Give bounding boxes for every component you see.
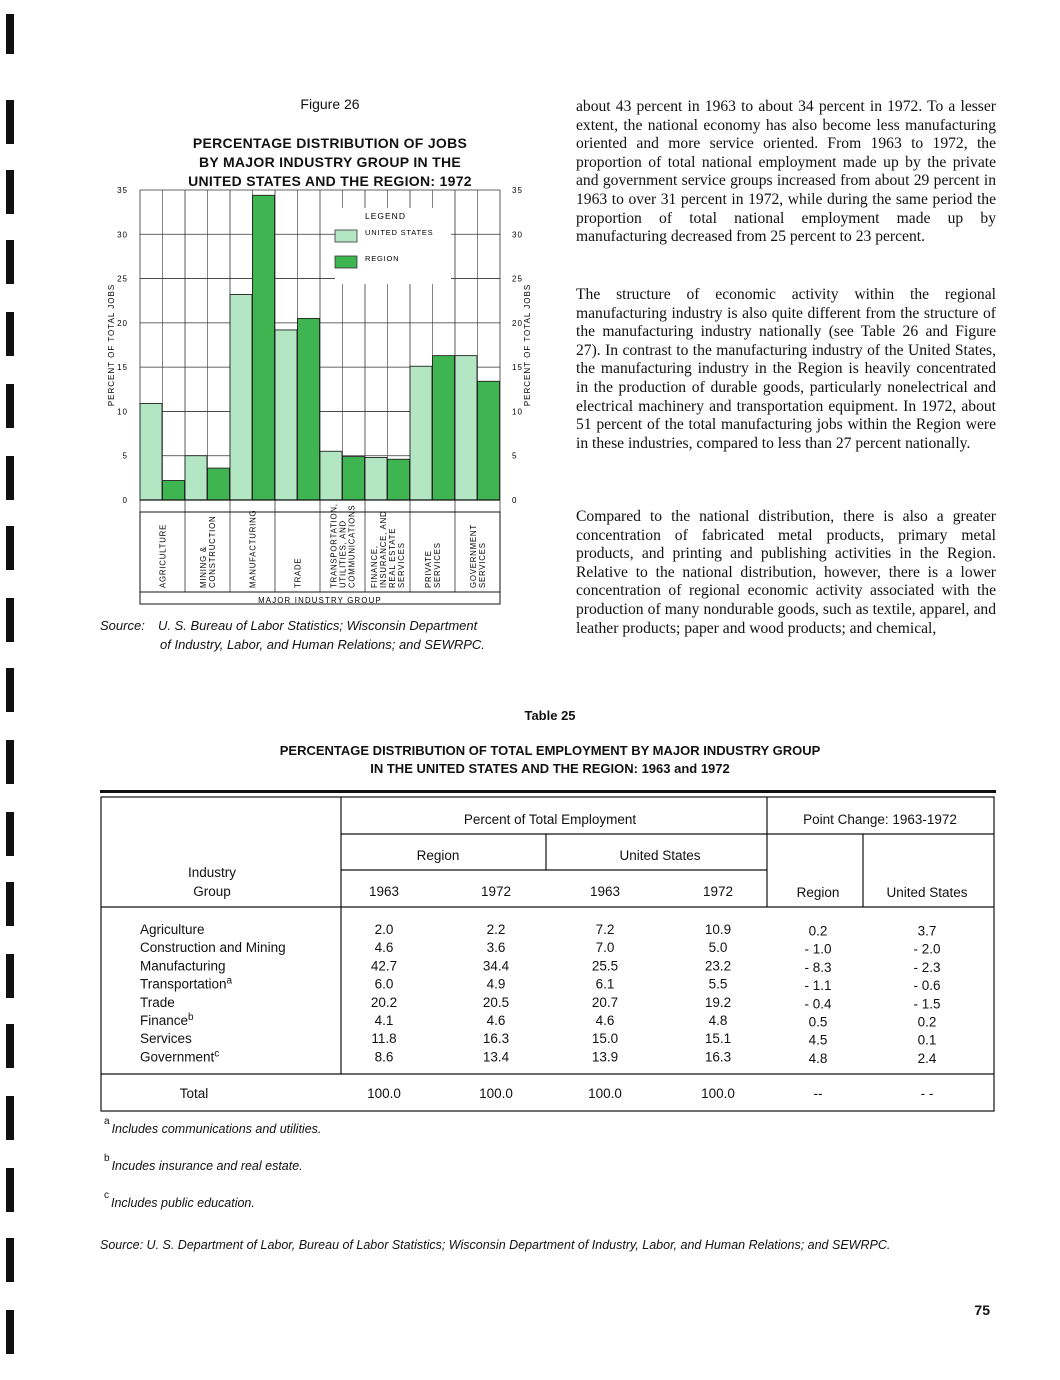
header-point-change: Point Change: 1963-1972 <box>803 812 957 827</box>
figure-title-line: UNITED STATES AND THE REGION: 1972 <box>188 173 472 189</box>
table-cell: 20.5 <box>482 994 510 1010</box>
binder-mark <box>6 100 14 144</box>
binder-mark <box>6 1096 14 1140</box>
table-cell: 5.0 <box>708 940 728 956</box>
category-label: PRIVATE <box>424 550 433 588</box>
table-cell: - 1.0 <box>804 941 832 957</box>
table-cell: - 2.0 <box>913 941 941 957</box>
footnote-mark: c <box>104 1190 109 1201</box>
table-cell: 7.2 <box>595 922 615 937</box>
footnote-mark: a <box>104 1116 110 1127</box>
y-tick-label: 30 <box>117 230 128 240</box>
bar <box>298 318 320 500</box>
binder-mark <box>6 526 14 570</box>
header-year: 1963 <box>368 884 400 899</box>
total-cell: -- <box>813 1086 823 1101</box>
bar <box>388 459 410 500</box>
figure-source-label: Source: <box>100 618 145 633</box>
bar <box>410 366 432 500</box>
table-cell: 8.6 <box>374 1049 394 1065</box>
legend-label: REGION <box>365 254 400 263</box>
bar <box>433 356 455 500</box>
table-cell: - 8.3 <box>804 959 832 975</box>
row-label-text: Finance <box>140 1013 189 1028</box>
body-paragraph: The structure of economic activity within the regional manufacturing industry is also quite different from the structure of the manufacturing industry nationally (see Table 26 and Figure 27). In contrast to the manufacturing industry of the United States, the manufacturing industry in the Region is heavily concentrated in the production of durable goods, particularly nonelectrical and electrical machinery and transportation equipment. In 1972, about 51 percent of the total manufacturing jobs within the Region were in these industries, compared to less than 27 percent nationally. <box>576 286 996 452</box>
category-label: GOVERNMENT <box>469 524 478 588</box>
row-label-text: Government <box>140 1049 215 1065</box>
legend-swatch <box>335 230 357 242</box>
category-label: FINANCE, <box>370 545 379 588</box>
figure-source-line: of Industry, Labor, and Human Relations; and SEWRPC. <box>160 637 485 652</box>
table-cell: 0.1 <box>917 1032 937 1048</box>
total-cell: 100.0 <box>588 1086 622 1101</box>
table-cell: 4.8 <box>808 1050 828 1066</box>
binder-mark <box>6 1168 14 1212</box>
table-cell: - 2.3 <box>913 959 941 975</box>
bar-chart <box>100 180 540 610</box>
row-label <box>140 976 233 992</box>
binder-mark <box>6 1238 14 1282</box>
y-tick-label-right: 5 <box>512 451 518 461</box>
y-tick-label: 0 <box>122 496 128 505</box>
row-label <box>140 1031 192 1046</box>
table-cell: 0.2 <box>808 923 828 939</box>
bar <box>343 457 365 500</box>
table-cell: 20.2 <box>370 994 398 1010</box>
category-label: TRANSPORTATION, <box>329 503 339 588</box>
footnote-mark: b <box>104 1153 110 1164</box>
binder-mark <box>6 1310 14 1354</box>
table-cell: 6.1 <box>595 976 615 992</box>
header-change-us: United States <box>886 885 968 900</box>
figure-number: Figure 26 <box>300 96 360 112</box>
table-cell: - 1.1 <box>804 978 832 994</box>
table-top-rule <box>100 790 996 793</box>
binder-mark <box>6 668 14 712</box>
row-label-text: Services <box>140 1031 192 1047</box>
table-cell: 34.4 <box>482 958 510 974</box>
binder-mark <box>6 14 14 54</box>
binder-mark <box>6 456 14 500</box>
employment-table <box>100 796 996 1116</box>
table-cell: 16.3 <box>704 1049 732 1065</box>
table-cell: 42.7 <box>370 958 398 974</box>
category-label: MANUFACTURING <box>248 509 258 588</box>
row-label <box>140 958 226 973</box>
table-title-line: IN THE UNITED STATES AND THE REGION: 1963 and 1972 <box>370 761 730 776</box>
table-cell: 4.1 <box>374 1013 394 1028</box>
table-cell: 0.5 <box>808 1014 828 1030</box>
table-cell: 13.4 <box>482 1049 510 1065</box>
header-year: 1972 <box>480 884 512 899</box>
category-label: COMMUNICATIONS <box>347 504 357 588</box>
row-label-text: Trade <box>140 994 175 1010</box>
header-industry: Industry <box>187 865 237 880</box>
row-label <box>140 922 205 937</box>
table-number: Table 25 <box>524 708 576 723</box>
table-cell: 13.9 <box>591 1049 619 1065</box>
y-tick-label-right: 10 <box>512 407 523 417</box>
category-label: AGRICULTURE <box>158 523 168 588</box>
bar <box>253 195 275 500</box>
row-label <box>140 995 175 1010</box>
table-title-line: PERCENTAGE DISTRIBUTION OF TOTAL EMPLOYMENT BY MAJOR INDUSTRY GROUP <box>279 743 821 758</box>
bar <box>455 356 477 500</box>
binder-mark <box>6 384 14 428</box>
category-label: INSURANCE, AND <box>379 510 388 588</box>
body-paragraph: about 43 percent in 1963 to about 34 percent in 1972. To a lesser extent, the national economy has also become less manufacturing oriented and more service oriented. From 1963 to 1972, the proportion of total national employment made up by the private and government service groups increased from about 29 percent in 1963 to over 31 percent in 1972, while during the same period the proportion of total national employment made up by manufacturing decreased from 25 percent to 23 percent. <box>576 98 996 246</box>
table-cell: 4.9 <box>486 976 506 992</box>
table-title <box>0 742 1060 778</box>
binder-mark <box>6 1024 14 1068</box>
y-tick-label-right: 35 <box>512 186 523 195</box>
footnote <box>104 1116 322 1137</box>
table-cell: 0.2 <box>917 1014 937 1030</box>
row-label <box>140 1012 194 1028</box>
footnote-text: Includes communications and utilities. <box>111 1122 322 1137</box>
row-label-text: Construction and Mining <box>140 940 286 956</box>
row-label-text: Transportation <box>140 976 227 992</box>
row-label-footnote: a <box>226 975 233 987</box>
footnote <box>104 1190 255 1211</box>
category-label: REAL ESTATE <box>388 527 397 588</box>
y-tick-label-right: 20 <box>512 318 523 328</box>
table-cell: 25.5 <box>591 958 619 974</box>
table-cell: 20.7 <box>591 994 619 1010</box>
body-paragraph: Compared to the national distribution, there is also a greater concentration of fabricated metal products, primary metal products, and printing and publishing activities in the Region. Relative to the national distribution, however, there is a lower concentration of regional economic activity associated with the production of many nondurable goods, such as textile, apparel, and leather products; paper and wood products; and chemical, <box>576 508 996 637</box>
binder-mark <box>6 312 14 356</box>
table-cell: 4.8 <box>708 1013 728 1028</box>
y-tick-label-right: 0 <box>512 496 518 505</box>
binder-mark <box>6 882 14 926</box>
y-tick-label: 25 <box>117 274 128 284</box>
bar <box>230 295 252 500</box>
table-cell: 7.0 <box>595 940 615 956</box>
table-cell: 16.3 <box>482 1031 510 1047</box>
category-label: UTILITIES, AND <box>338 520 348 588</box>
table-cell: 4.6 <box>595 1013 615 1028</box>
table-cell: 2.4 <box>917 1050 937 1066</box>
footnote-text: Incudes insurance and real estate. <box>111 1159 303 1174</box>
table-cell: 4.5 <box>808 1032 828 1048</box>
header-group: Group <box>193 884 231 899</box>
row-label <box>140 940 286 955</box>
legend-title: LEGEND <box>365 211 406 221</box>
y-tick-label: 20 <box>117 318 128 328</box>
y-tick-label: 35 <box>117 186 128 195</box>
table-cell: 11.8 <box>371 1031 397 1047</box>
table-cell: - 0.6 <box>913 978 941 994</box>
header-united-states: United States <box>619 848 701 863</box>
y-tick-label-right: 25 <box>512 274 523 284</box>
table-cell: 2.0 <box>374 922 394 937</box>
row-label-footnote: c <box>214 1048 220 1060</box>
total-cell: 100.0 <box>479 1086 513 1101</box>
category-label: CONSTRUCTION <box>208 515 217 588</box>
total-label: Total <box>179 1086 209 1101</box>
figure-title-line: PERCENTAGE DISTRIBUTION OF JOBS <box>192 135 468 151</box>
footnote <box>104 1153 303 1174</box>
legend-label: UNITED STATES <box>365 228 434 237</box>
table-cell: 3.6 <box>486 940 506 956</box>
total-cell: 100.0 <box>701 1086 735 1101</box>
row-label <box>140 1048 219 1064</box>
table-cell: 15.0 <box>591 1031 619 1047</box>
category-label: SERVICES <box>397 542 406 588</box>
bar <box>140 403 162 500</box>
table-cell: 23.2 <box>704 958 732 974</box>
bar <box>275 330 297 500</box>
category-label: SERVICES <box>478 542 487 588</box>
header-change-region: Region <box>796 885 840 900</box>
bar <box>320 451 342 500</box>
table-cell: 3.7 <box>917 923 937 939</box>
table-cell: 10.9 <box>704 922 732 937</box>
total-cell: - - <box>920 1086 934 1101</box>
header-year: 1963 <box>589 884 621 899</box>
category-label: MINING & <box>199 546 208 588</box>
y-tick-label: 5 <box>122 451 128 461</box>
y-tick-label-right: 15 <box>512 363 523 373</box>
total-cell: 100.0 <box>367 1086 401 1101</box>
header-percent-total: Percent of Total Employment <box>463 812 637 827</box>
binder-mark <box>6 240 14 284</box>
category-label: TRADE <box>293 557 303 588</box>
row-label-text: Manufacturing <box>140 958 226 974</box>
page-number: 75 <box>974 1302 990 1318</box>
table-cell: 4.6 <box>486 1013 506 1028</box>
binder-mark <box>6 170 14 214</box>
table-cell: 15.1 <box>704 1031 732 1047</box>
header-region: Region <box>416 848 460 863</box>
y-tick-label: 15 <box>117 363 128 373</box>
binder-mark <box>6 812 14 856</box>
bar <box>478 381 500 500</box>
figure-title-line: BY MAJOR INDUSTRY GROUP IN THE <box>198 154 462 170</box>
table-source: Source: U. S. Department of Labor, Bureau of Labor Statistics; Wisconsin Department of Industry, Labor, and Human Relations; and SEWRPC. <box>100 1238 891 1252</box>
table-cell: 2.2 <box>486 922 506 937</box>
category-label: SERVICES <box>433 542 442 588</box>
legend-swatch <box>335 256 357 268</box>
table-cell: 6.0 <box>374 976 394 992</box>
binder-mark <box>6 954 14 998</box>
row-label-text: Agriculture <box>140 922 205 937</box>
figure-source-line: U. S. Bureau of Labor Statistics; Wisconsin Department <box>158 618 478 633</box>
y-tick-label-right: 30 <box>512 230 523 240</box>
table-cell: 19.2 <box>704 994 732 1010</box>
table-cell: 4.6 <box>374 940 394 956</box>
y-tick-label: 10 <box>117 407 128 417</box>
bar <box>365 457 387 500</box>
table-cell: - 0.4 <box>804 996 832 1012</box>
header-year: 1972 <box>702 884 734 899</box>
figure-source <box>100 616 530 654</box>
x-axis-title: MAJOR INDUSTRY GROUP <box>258 596 382 605</box>
row-label-footnote: b <box>188 1012 194 1023</box>
y-axis-title-right: PERCENT OF TOTAL JOBS <box>523 283 532 407</box>
y-axis-title: PERCENT OF TOTAL JOBS <box>107 283 116 407</box>
binder-mark <box>6 598 14 642</box>
bar <box>208 468 230 500</box>
table-cell: - 1.5 <box>913 996 941 1012</box>
bar <box>185 456 207 500</box>
bar <box>163 481 185 500</box>
footnote-text: Includes public education. <box>111 1196 255 1211</box>
table-cell: 5.5 <box>708 976 728 992</box>
